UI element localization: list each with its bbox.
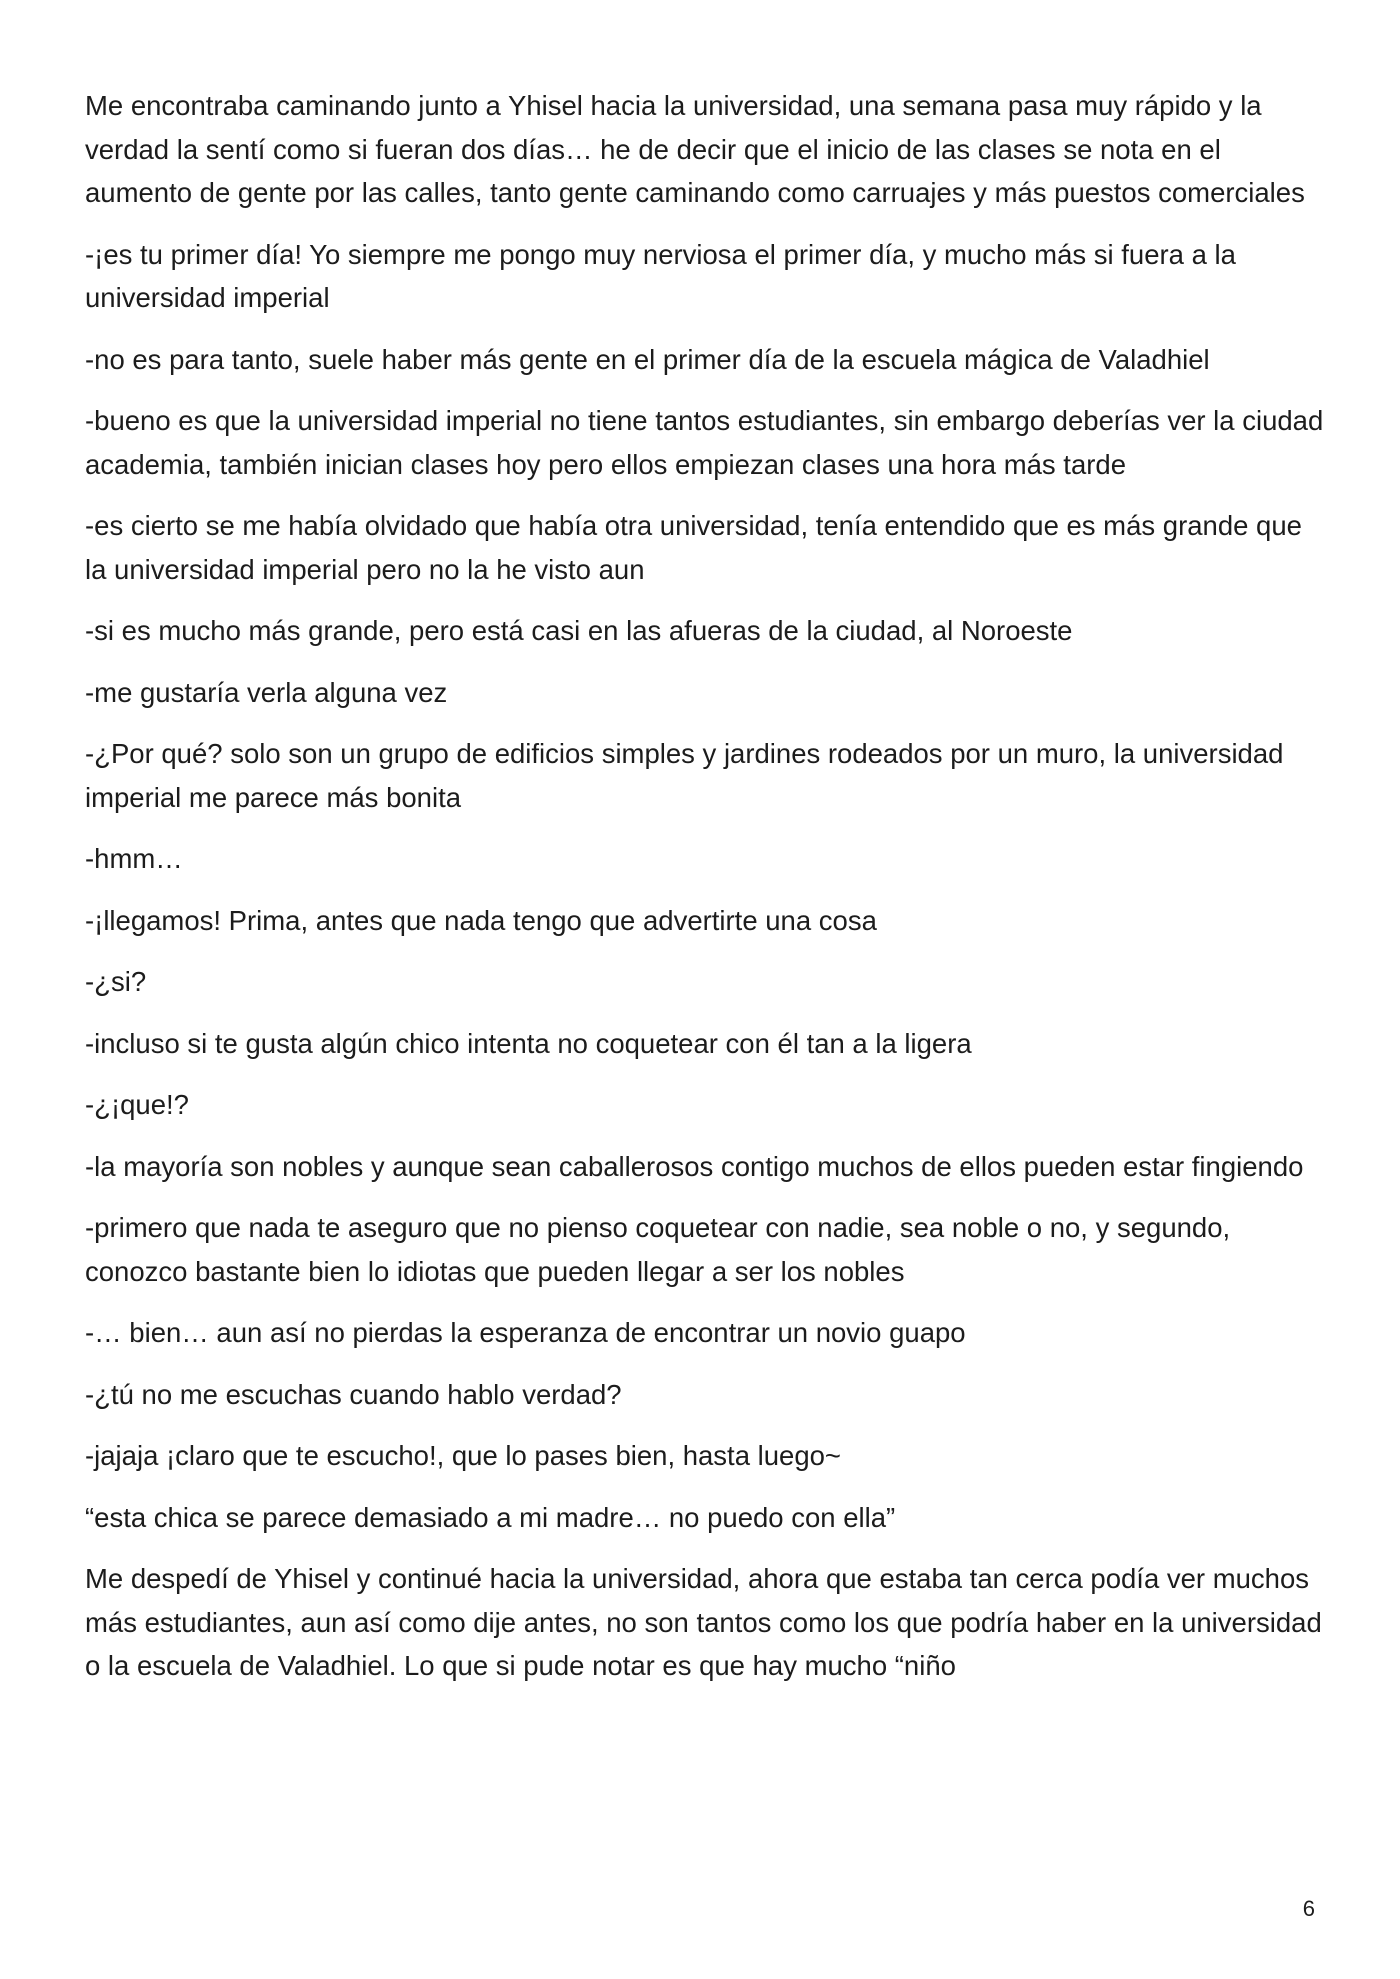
- paragraph: -¿si?: [85, 966, 147, 997]
- paragraph: -hmm…: [85, 843, 183, 874]
- paragraph: -es cierto se me había olvidado que había otra universidad, tenía entendido que es más grande que la universidad imperial pero no la he visto aun: [85, 510, 1302, 585]
- paragraph: -¡es tu primer día! Yo siempre me pongo muy nerviosa el primer día, y mucho más si fuera a la universidad imperial: [85, 238, 1236, 313]
- page-number: 6: [1302, 1896, 1315, 1921]
- paragraph: -incluso si te gusta algún chico intenta no coquetear con él tan a la ligera: [85, 1027, 972, 1059]
- paragraph: -bueno es que la universidad imperial no tiene tantos estudiantes, sin embargo deberías ver la ciudad academia, también inician clases hoy pero ellos empiezan clases una hora más tarde: [85, 405, 1324, 480]
- paragraph: Me encontraba caminando junto a Yhisel hacia la universidad, una semana pasa muy rápido y la verdad la sentí como si fueran dos días… he de decir que el inicio de las clases se nota en el aumento de gente por las calles, tanto gente caminando como carruajes y más puestos comerciales: [85, 90, 1305, 208]
- paragraph: -me gustaría verla alguna vez: [85, 676, 448, 708]
- paragraph: -¿¡que!?: [85, 1089, 189, 1120]
- paragraph: -la mayoría son nobles y aunque sean caballerosos contigo muchos de ellos pueden estar fingiendo: [85, 1150, 1304, 1182]
- body-text: [85, 84, 1330, 1706]
- paragraph: “esta chica se parece demasiado a mi madre… no puedo con ella”: [85, 1501, 896, 1533]
- paragraph: -no es para tanto, suele haber más gente en el primer día de la escuela mágica de Valadhiel: [85, 343, 1210, 375]
- paragraph: -primero que nada te aseguro que no pienso coquetear con nadie, sea noble o no, y segundo, conozco bastante bien lo idiotas que pueden llegar a ser los nobles: [85, 1212, 1231, 1287]
- paragraph: -¿tú no me escuchas cuando hablo verdad?: [85, 1378, 622, 1410]
- paragraph: Me despedí de Yhisel y continué hacia la universidad, ahora que estaba tan cerca podía ver muchos más estudiantes, aun así como dije antes, no son tantos como los que podría haber en la universidad o la escuela de Valadhiel. Lo que si pude notar es que hay mucho “niño: [85, 1563, 1322, 1681]
- paragraph: -… bien… aun así no pierdas la esperanza de encontrar un novio guapo: [85, 1317, 966, 1348]
- paragraph: -si es mucho más grande, pero está casi en las afueras de la ciudad, al Noroeste: [85, 615, 1073, 646]
- paragraph: -jajaja ¡claro que te escucho!, que lo pases bien, hasta luego~: [85, 1440, 841, 1471]
- paragraph: -¡llegamos! Prima, antes que nada tengo que advertirte una cosa: [85, 904, 877, 936]
- paragraph: -¿Por qué? solo son un grupo de edificios simples y jardines rodeados por un muro, la universidad imperial me parece más bonita: [85, 738, 1284, 813]
